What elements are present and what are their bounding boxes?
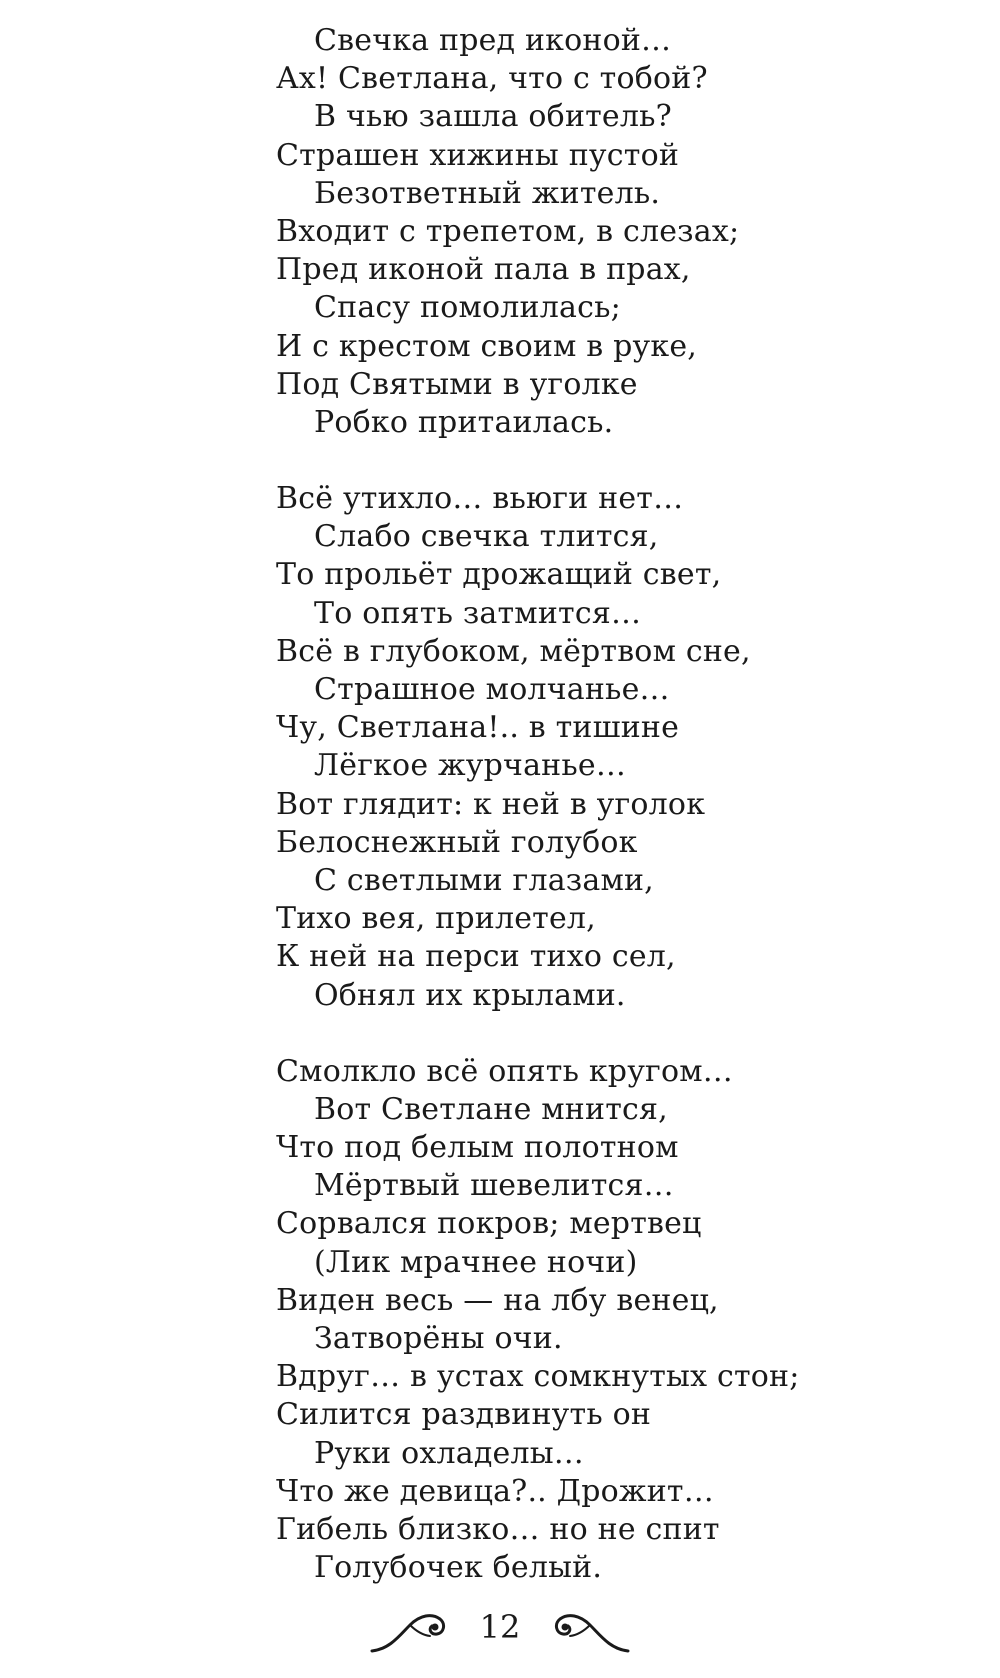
poem-line: Обнял их крылами.: [314, 977, 626, 1013]
poem-line: Голубочек белый.: [314, 1550, 603, 1586]
poem-line: Вот глядит: к ней в уголок: [276, 786, 706, 822]
poem-line: Всё утихло… вьюги нет…: [276, 481, 684, 517]
stanza: [276, 22, 976, 442]
poem-line: Слабо свечка тлится,: [314, 519, 659, 555]
poem-line: К ней на перси тихо сел,: [276, 939, 676, 975]
poem-line: Пред иконой пала в прах,: [276, 252, 691, 288]
poem-line: Свечка пред иконой…: [314, 23, 672, 58]
poem-line: То опять затмится…: [314, 595, 642, 631]
poem-line: Виден весь — на лбу венец,: [276, 1282, 719, 1318]
poem-line: Вдруг… в устах сомкнутых стон;: [276, 1359, 800, 1395]
poem-line: Что под белым полотном: [276, 1130, 679, 1166]
poem-line: Смолкло всё опять кругом…: [276, 1053, 733, 1089]
poem-line: Страшен хижины пустой: [276, 137, 680, 173]
poem-line: Сорвался покров; мертвец: [276, 1206, 702, 1242]
poem-line: Робко притаилась.: [314, 404, 614, 440]
poem-line: Вот Светлане мнится,: [314, 1091, 668, 1127]
poem-line: Входит с трепетом, в слезах;: [276, 213, 740, 249]
poem-line: Силится раздвинуть он: [276, 1397, 652, 1433]
poem-line: С светлыми глазами,: [314, 862, 654, 898]
poem-line: Под Святыми в уголке: [276, 366, 638, 402]
poem-text: [276, 22, 976, 1587]
page-number: 12: [479, 1608, 521, 1646]
poem-line: (Лик мрачнее ночи): [314, 1244, 638, 1280]
poem-line: Спасу помолилась;: [314, 290, 621, 326]
stanza: [276, 1053, 976, 1588]
poem-line: Руки охладелы…: [314, 1435, 585, 1471]
poem-line: Мёртвый шевелится…: [314, 1168, 674, 1204]
poem-line: Гибель близко… но не спит: [276, 1511, 720, 1547]
page-footer: [370, 1605, 630, 1655]
poem-line: И с крестом своим в руке,: [276, 328, 698, 364]
poem-line: Всё в глубоком, мёртвом сне,: [276, 633, 751, 669]
poem-line: Безответный житель.: [314, 175, 661, 211]
stanza: [276, 480, 976, 1015]
poem-line: То прольёт дрожащий свет,: [276, 557, 722, 593]
poem-line: Чу, Светлана!.. в тишине: [276, 710, 680, 746]
poem-line: Ах! Светлана, что с тобой?: [276, 61, 708, 97]
poem-line: Белоснежный голубок: [276, 824, 638, 860]
poem-line: Страшное молчанье…: [314, 672, 670, 707]
poem-line: Лёгкое журчанье…: [314, 748, 627, 784]
poem-line: Что же девица?.. Дрожит…: [276, 1473, 714, 1509]
poem-line: Тихо вея, прилетел,: [276, 901, 596, 937]
poem-line: Затворёны очи.: [314, 1321, 563, 1356]
poem-line: В чью зашла обитель?: [314, 99, 672, 135]
